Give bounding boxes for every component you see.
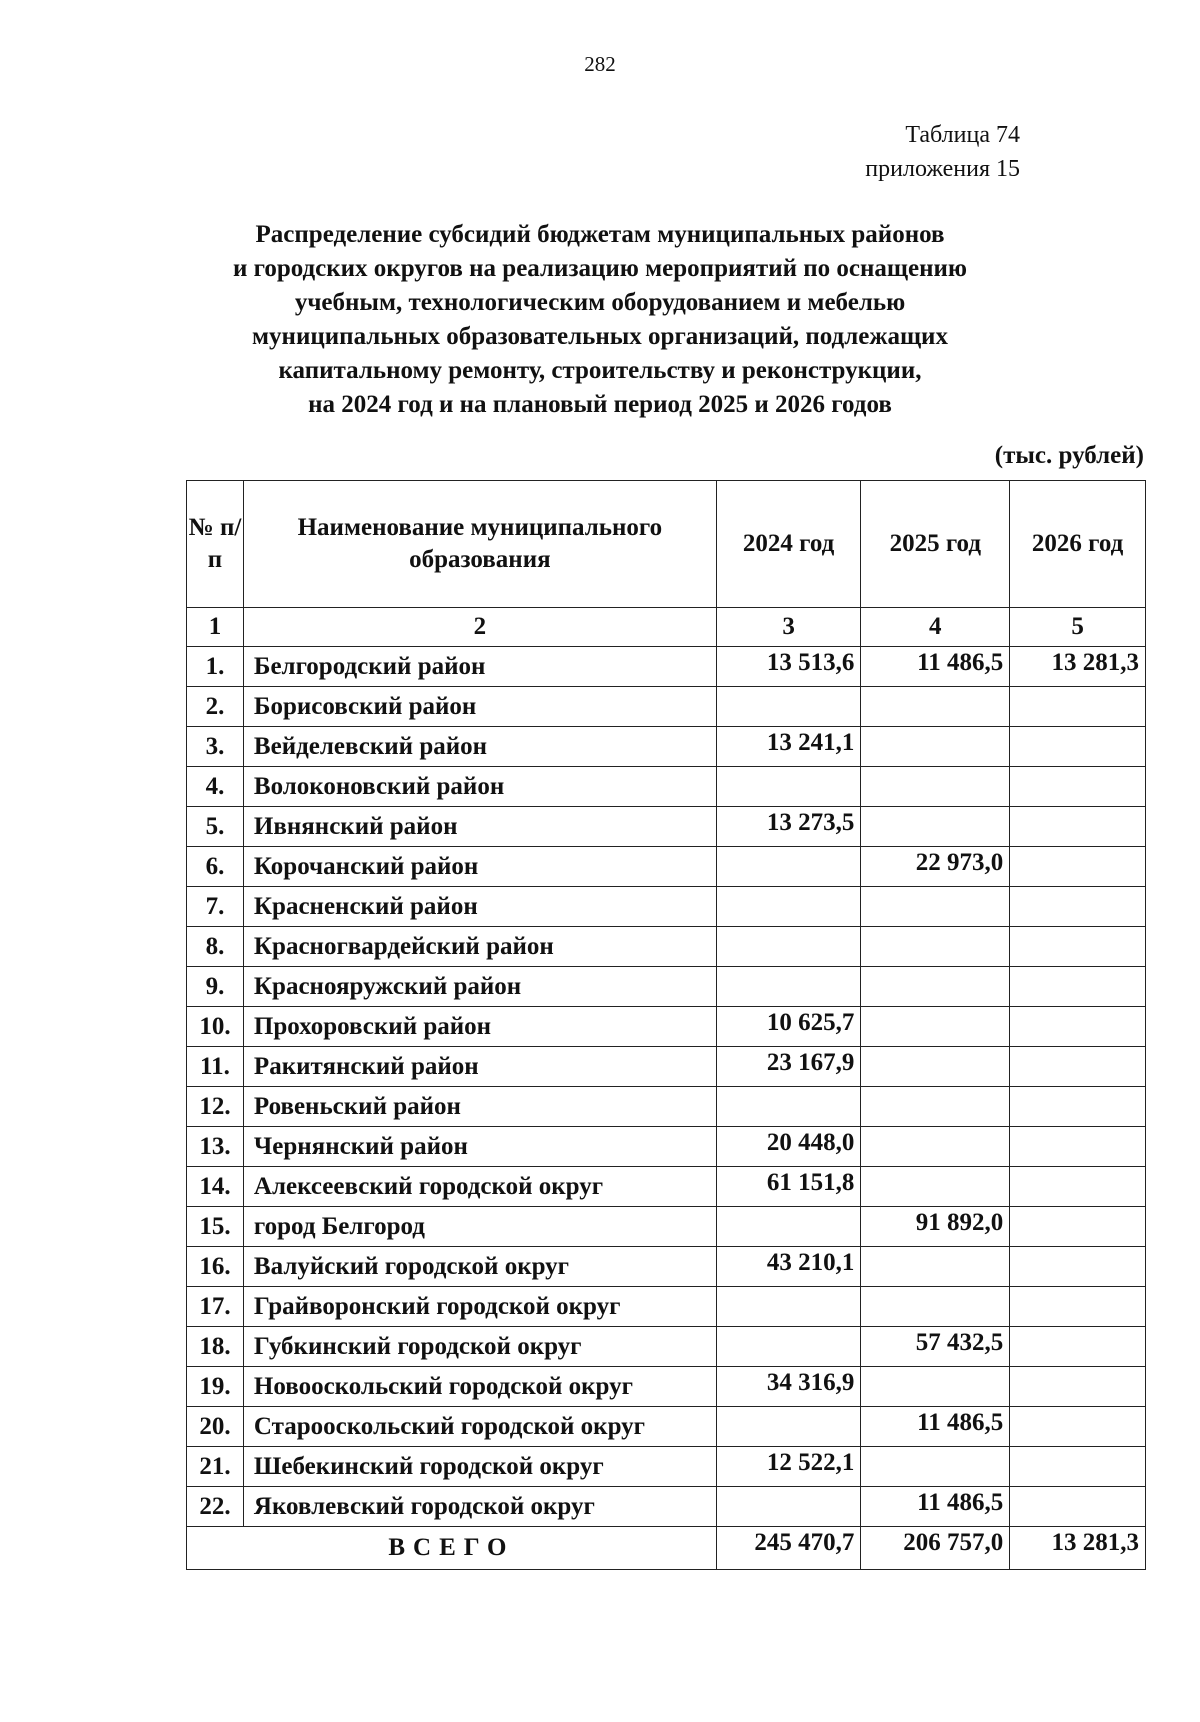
municipality-name: город Белгород bbox=[243, 1207, 716, 1247]
value-2026 bbox=[1010, 967, 1146, 1007]
total-2026: 13 281,3 bbox=[1010, 1527, 1146, 1570]
value-2024 bbox=[716, 1407, 861, 1447]
municipality-name: Красногвардейский район bbox=[243, 927, 716, 967]
row-number: 14. bbox=[187, 1167, 244, 1207]
table-row bbox=[187, 887, 1146, 927]
municipality-name: Вейделевский район bbox=[243, 727, 716, 767]
value-2026 bbox=[1010, 1087, 1146, 1127]
row-number: 5. bbox=[187, 807, 244, 847]
table-row bbox=[187, 847, 1146, 887]
page-number: 282 bbox=[584, 52, 616, 76]
value-2026 bbox=[1010, 1127, 1146, 1167]
value-2024 bbox=[716, 1087, 861, 1127]
row-number: 7. bbox=[187, 887, 244, 927]
header-num: № п/п bbox=[187, 481, 244, 608]
value-2026 bbox=[1010, 727, 1146, 767]
value-2025: 11 486,5 bbox=[861, 647, 1010, 687]
value-2025: 57 432,5 bbox=[861, 1327, 1010, 1367]
value-2024: 43 210,1 bbox=[716, 1247, 861, 1287]
municipality-name: Краснояружский район bbox=[243, 967, 716, 1007]
municipality-name: Волоконовский район bbox=[243, 767, 716, 807]
title-line: на 2024 год и на плановый период 2025 и 2026 годов bbox=[308, 391, 892, 418]
row-number: 18. bbox=[187, 1327, 244, 1367]
value-2026 bbox=[1010, 1487, 1146, 1527]
value-2026 bbox=[1010, 1207, 1146, 1247]
value-2025 bbox=[861, 1367, 1010, 1407]
value-2026 bbox=[1010, 767, 1146, 807]
title-line: капитальному ремонту, строительству и реконструкции, bbox=[278, 357, 922, 384]
table-row bbox=[187, 927, 1146, 967]
value-2024 bbox=[716, 967, 861, 1007]
table-row bbox=[187, 807, 1146, 847]
value-2025 bbox=[861, 927, 1010, 967]
table-reference-line1: Таблица 74 bbox=[905, 122, 1020, 148]
row-number: 20. bbox=[187, 1407, 244, 1447]
value-2024 bbox=[716, 887, 861, 927]
table-body bbox=[187, 647, 1146, 1527]
value-2025 bbox=[861, 887, 1010, 927]
units-label: (тыс. рублей) bbox=[994, 442, 1144, 469]
value-2024 bbox=[716, 1207, 861, 1247]
value-2024 bbox=[716, 1287, 861, 1327]
municipality-name: Борисовский район bbox=[243, 687, 716, 727]
table-row bbox=[187, 1007, 1146, 1047]
value-2024: 13 241,1 bbox=[716, 727, 861, 767]
row-number: 9. bbox=[187, 967, 244, 1007]
value-2026 bbox=[1010, 847, 1146, 887]
table-row bbox=[187, 687, 1146, 727]
row-number: 1. bbox=[187, 647, 244, 687]
value-2025 bbox=[861, 1127, 1010, 1167]
row-number: 21. bbox=[187, 1447, 244, 1487]
municipality-name: Прохоровский район bbox=[243, 1007, 716, 1047]
value-2024: 13 513,6 bbox=[716, 647, 861, 687]
value-2024: 13 273,5 bbox=[716, 807, 861, 847]
municipality-name: Шебекинский городской округ bbox=[243, 1447, 716, 1487]
value-2024 bbox=[716, 927, 861, 967]
municipality-name: Новооскольский городской округ bbox=[243, 1367, 716, 1407]
value-2024: 61 151,8 bbox=[716, 1167, 861, 1207]
table-row bbox=[187, 1327, 1146, 1367]
value-2024 bbox=[716, 847, 861, 887]
total-2024: 245 470,7 bbox=[716, 1527, 861, 1570]
total-label: ВСЕГО bbox=[187, 1527, 717, 1570]
title-line: и городских округов на реализацию мероприятий по оснащению bbox=[232, 255, 968, 282]
table-row bbox=[187, 1167, 1146, 1207]
row-number: 6. bbox=[187, 847, 244, 887]
value-2024: 12 522,1 bbox=[716, 1447, 861, 1487]
table-row bbox=[187, 1247, 1146, 1287]
row-number: 13. bbox=[187, 1127, 244, 1167]
value-2025 bbox=[861, 1167, 1010, 1207]
row-number: 10. bbox=[187, 1007, 244, 1047]
value-2026 bbox=[1010, 1007, 1146, 1047]
municipality-name: Чернянский район bbox=[243, 1127, 716, 1167]
table-row bbox=[187, 727, 1146, 767]
row-number: 3. bbox=[187, 727, 244, 767]
column-index: 3 bbox=[716, 608, 861, 647]
municipality-name: Старооскольский городской округ bbox=[243, 1407, 716, 1447]
value-2024: 23 167,9 bbox=[716, 1047, 861, 1087]
value-2026 bbox=[1010, 1247, 1146, 1287]
table-row bbox=[187, 1487, 1146, 1527]
value-2025 bbox=[861, 1007, 1010, 1047]
value-2025: 22 973,0 bbox=[861, 847, 1010, 887]
value-2025 bbox=[861, 1087, 1010, 1127]
municipality-name: Ровеньский район bbox=[243, 1087, 716, 1127]
column-index-row bbox=[187, 608, 1146, 647]
value-2026 bbox=[1010, 927, 1146, 967]
value-2025 bbox=[861, 1047, 1010, 1087]
value-2024: 10 625,7 bbox=[716, 1007, 861, 1047]
row-number: 17. bbox=[187, 1287, 244, 1327]
table-row bbox=[187, 1447, 1146, 1487]
value-2024 bbox=[716, 1487, 861, 1527]
row-number: 19. bbox=[187, 1367, 244, 1407]
value-2026 bbox=[1010, 1287, 1146, 1327]
value-2025 bbox=[861, 1287, 1010, 1327]
municipality-name: Красненский район bbox=[243, 887, 716, 927]
title-line: муниципальных образовательных организаций, подлежащих bbox=[252, 323, 948, 350]
value-2026 bbox=[1010, 1367, 1146, 1407]
value-2026: 13 281,3 bbox=[1010, 647, 1146, 687]
value-2026 bbox=[1010, 1327, 1146, 1367]
header-row bbox=[187, 481, 1146, 608]
value-2025 bbox=[861, 807, 1010, 847]
value-2025 bbox=[861, 1447, 1010, 1487]
total-2025: 206 757,0 bbox=[861, 1527, 1010, 1570]
table-row bbox=[187, 1087, 1146, 1127]
subsidy-table bbox=[186, 480, 1146, 1570]
row-number: 11. bbox=[187, 1047, 244, 1087]
title-line: Распределение субсидий бюджетам муниципальных районов bbox=[255, 221, 945, 248]
title-line: учебным, технологическим оборудованием и мебелью bbox=[294, 289, 906, 316]
municipality-name: Ивнянский район bbox=[243, 807, 716, 847]
table-row bbox=[187, 1367, 1146, 1407]
value-2026 bbox=[1010, 887, 1146, 927]
table-row bbox=[187, 1287, 1146, 1327]
header-2026: 2026 год bbox=[1010, 481, 1146, 608]
value-2024: 34 316,9 bbox=[716, 1367, 861, 1407]
value-2026 bbox=[1010, 1047, 1146, 1087]
value-2026 bbox=[1010, 687, 1146, 727]
table-row bbox=[187, 1207, 1146, 1247]
table-row bbox=[187, 647, 1146, 687]
municipality-name: Валуйский городской округ bbox=[243, 1247, 716, 1287]
header-2025: 2025 год bbox=[861, 481, 1010, 608]
column-index: 4 bbox=[861, 608, 1010, 647]
municipality-name: Корочанский район bbox=[243, 847, 716, 887]
value-2025 bbox=[861, 1247, 1010, 1287]
value-2026 bbox=[1010, 1167, 1146, 1207]
total-row bbox=[187, 1527, 1146, 1570]
row-number: 16. bbox=[187, 1247, 244, 1287]
header-2024: 2024 год bbox=[716, 481, 861, 608]
value-2025 bbox=[861, 767, 1010, 807]
row-number: 2. bbox=[187, 687, 244, 727]
municipality-name: Грайворонский городской округ bbox=[243, 1287, 716, 1327]
column-index: 2 bbox=[243, 608, 716, 647]
document-title bbox=[150, 218, 1050, 422]
table-row bbox=[187, 967, 1146, 1007]
value-2024 bbox=[716, 1327, 861, 1367]
municipality-name: Губкинский городской округ bbox=[243, 1327, 716, 1367]
value-2025 bbox=[861, 727, 1010, 767]
value-2024 bbox=[716, 687, 861, 727]
header-name: Наименование муниципального образования bbox=[243, 481, 716, 608]
row-number: 15. bbox=[187, 1207, 244, 1247]
row-number: 22. bbox=[187, 1487, 244, 1527]
value-2024 bbox=[716, 767, 861, 807]
value-2026 bbox=[1010, 807, 1146, 847]
column-index: 1 bbox=[187, 608, 244, 647]
row-number: 8. bbox=[187, 927, 244, 967]
table-row bbox=[187, 767, 1146, 807]
table-row bbox=[187, 1407, 1146, 1447]
value-2026 bbox=[1010, 1447, 1146, 1487]
table-reference bbox=[760, 118, 1020, 186]
value-2025 bbox=[861, 687, 1010, 727]
value-2025: 11 486,5 bbox=[861, 1487, 1010, 1527]
table-row bbox=[187, 1047, 1146, 1087]
column-index: 5 bbox=[1010, 608, 1146, 647]
value-2026 bbox=[1010, 1407, 1146, 1447]
table-row bbox=[187, 1127, 1146, 1167]
municipality-name: Алексеевский городской округ bbox=[243, 1167, 716, 1207]
value-2025 bbox=[861, 967, 1010, 1007]
municipality-name: Ракитянский район bbox=[243, 1047, 716, 1087]
row-number: 4. bbox=[187, 767, 244, 807]
row-number: 12. bbox=[187, 1087, 244, 1127]
value-2024: 20 448,0 bbox=[716, 1127, 861, 1167]
value-2025: 11 486,5 bbox=[861, 1407, 1010, 1447]
municipality-name: Белгородский район bbox=[243, 647, 716, 687]
municipality-name: Яковлевский городской округ bbox=[243, 1487, 716, 1527]
table-reference-line2: приложения 15 bbox=[865, 156, 1020, 182]
value-2025: 91 892,0 bbox=[861, 1207, 1010, 1247]
